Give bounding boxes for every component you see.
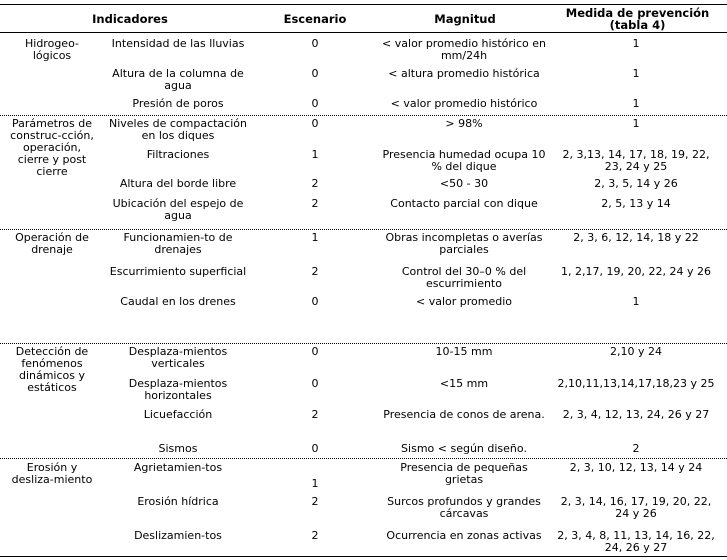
indicator-cell: Desplaza-mientos [128, 345, 228, 358]
scenario-cell: 0 [311, 97, 319, 110]
indicator-cell: Sismos [158, 442, 198, 455]
magnitude-cell: Surcos profundos y grandes [387, 495, 541, 508]
magnitude-cell: parciales [439, 243, 489, 256]
header-indicadores: Indicadores [92, 12, 168, 26]
measure-cell: 1 [632, 117, 640, 130]
header-medida-line1: Medida de prevención [565, 6, 710, 20]
magnitude-cell: escurrimiento [426, 277, 502, 290]
scenario-cell: 0 [311, 117, 319, 130]
scenario-cell: 1 [311, 477, 319, 490]
magnitude-cell: < altura promedio histórica [388, 67, 540, 80]
group-label: cierre y post [17, 153, 87, 166]
indicator-cell: Filtraciones [146, 148, 210, 161]
scenario-cell: 0 [311, 67, 319, 80]
measure-cell: 2, 3, 4, 8, 11, 13, 14, 16, 22, [557, 529, 715, 542]
scenario-cell: 2 [311, 177, 319, 190]
indicator-cell: agua [164, 209, 192, 222]
indicator-cell: Caudal en los drenes [120, 295, 236, 308]
scenario-cell: 2 [311, 265, 319, 278]
scenario-cell: 0 [311, 377, 319, 390]
group-label: operación, [22, 141, 82, 154]
group-divider [0, 458, 727, 459]
indicator-cell: horizontales [144, 389, 212, 402]
measure-cell: 1, 2,17, 19, 20, 22, 24 y 26 [561, 265, 711, 278]
measure-cell: 2, 3,13, 14, 17, 18, 19, 22, [562, 148, 710, 161]
magnitude-cell: 10-15 mm [435, 345, 493, 358]
group-label: Parámetros de [12, 117, 92, 130]
group-label: construc-cción, [10, 129, 94, 142]
measure-cell: 1 [632, 97, 640, 110]
measure-cell: 2 [632, 442, 640, 455]
group-label: Erosión y [26, 461, 78, 474]
header-magnitud: Magnitud [434, 12, 496, 26]
group-label: Operación de [15, 231, 89, 244]
group-divider [0, 343, 727, 344]
magnitude-cell: < valor promedio histórico [390, 97, 538, 110]
measure-cell: 2, 3, 5, 14 y 26 [594, 177, 678, 190]
group-label: drenaje [31, 243, 73, 256]
magnitude-cell: Contacto parcial con dique [390, 197, 538, 210]
table-top-rule [0, 4, 727, 5]
magnitude-cell: grietas [444, 473, 484, 486]
scenario-cell: 0 [311, 442, 319, 455]
scenario-cell: 0 [311, 295, 319, 308]
measure-cell: 2, 5, 13 y 14 [601, 197, 671, 210]
indicator-cell: Altura de la columna de [112, 67, 244, 80]
magnitude-cell: Presencia humedad ocupa 10 [382, 148, 546, 161]
magnitude-cell: cárcavas [439, 507, 489, 520]
measure-cell: 1 [632, 37, 640, 50]
magnitude-cell: <50 - 30 [439, 177, 489, 190]
magnitude-cell: <15 mm [439, 377, 489, 390]
measure-cell: 2, 3, 14, 16, 17, 19, 20, 22, [560, 495, 712, 508]
indicator-cell: Presión de poros [132, 97, 224, 110]
measure-cell: 2,10 y 24 [610, 345, 662, 358]
header-medida-line2: (tabla 4) [609, 18, 666, 32]
magnitude-cell: < valor promedio [415, 295, 512, 308]
group-label: desliza-miento [11, 473, 93, 486]
group-divider [0, 229, 727, 230]
header-bottom-rule [0, 32, 727, 33]
magnitude-cell: < valor promedio histórico en [382, 37, 546, 50]
magnitude-cell: > 98% [445, 117, 483, 130]
scenario-cell: 1 [311, 148, 319, 161]
indicator-cell: Niveles de compactación [109, 117, 247, 130]
scenario-cell: 1 [311, 231, 319, 244]
measure-cell: 23, 24 y 25 [604, 160, 668, 173]
magnitude-cell: Ocurrencia en zonas activas [386, 529, 542, 542]
indicator-cell: Licuefacción [143, 408, 213, 421]
measure-cell: 2, 3, 4, 12, 13, 24, 26 y 27 [562, 408, 710, 421]
measure-cell: 2,10,11,13,14,17,18,23 y 25 [557, 377, 715, 390]
magnitude-cell: Presencia de conos de arena. [383, 408, 545, 421]
indicator-cell: drenajes [154, 243, 202, 256]
indicator-cell: en los diques [141, 129, 215, 142]
scenario-cell: 2 [311, 529, 319, 542]
group-label: Detección de [15, 345, 89, 358]
group-label: cierre [36, 165, 68, 178]
measure-cell: 2, 3, 10, 12, 13, 14 y 24 [569, 461, 703, 474]
measure-cell: 1 [632, 67, 640, 80]
indicator-cell: verticales [151, 357, 205, 370]
measure-cell: 24, 26 y 27 [604, 541, 668, 554]
magnitude-cell: mm/24h [440, 49, 488, 62]
group-label: fenómenos [21, 357, 83, 370]
indicator-cell: Escurrimiento superficial [109, 265, 247, 278]
scenario-cell: 2 [311, 197, 319, 210]
indicator-cell: agua [164, 79, 192, 92]
group-label: lógicos [32, 49, 72, 62]
indicator-cell: Ubicación del espejo de [112, 197, 244, 210]
table-bottom-rule [0, 556, 727, 557]
scenario-cell: 2 [311, 495, 319, 508]
indicator-cell: Intensidad de las lluvias [111, 37, 245, 50]
indicator-cell: Altura del borde libre [119, 177, 237, 190]
group-label: dinámicos y [18, 369, 86, 382]
magnitude-cell: Control del 30–0 % del [401, 265, 527, 278]
scenario-cell: 0 [311, 345, 319, 358]
indicator-cell: Deslizamien-tos [134, 529, 222, 542]
measure-cell: 24 y 26 [615, 507, 657, 520]
group-label: estáticos [27, 381, 77, 394]
indicator-cell: Funcionamien-to de [123, 231, 233, 244]
header-escenario: Escenario [283, 12, 347, 26]
indicator-cell: Agrietamien-tos [133, 461, 223, 474]
scenario-cell: 0 [311, 37, 319, 50]
group-label: Hidrogeo- [25, 37, 79, 50]
measure-cell: 2, 3, 6, 12, 14, 18 y 22 [573, 231, 699, 244]
magnitude-cell: Presencia de pequeñas [400, 461, 528, 474]
indicator-cell: Desplaza-mientos [128, 377, 228, 390]
group-divider [0, 115, 727, 116]
indicator-cell: Erosión hídrica [137, 495, 219, 508]
measure-cell: 1 [632, 295, 640, 308]
magnitude-cell: % del dique [431, 160, 497, 173]
scenario-cell: 2 [311, 408, 319, 421]
magnitude-cell: Obras incompletas o averías [385, 231, 543, 244]
magnitude-cell: Sismo < según diseño. [401, 442, 527, 455]
